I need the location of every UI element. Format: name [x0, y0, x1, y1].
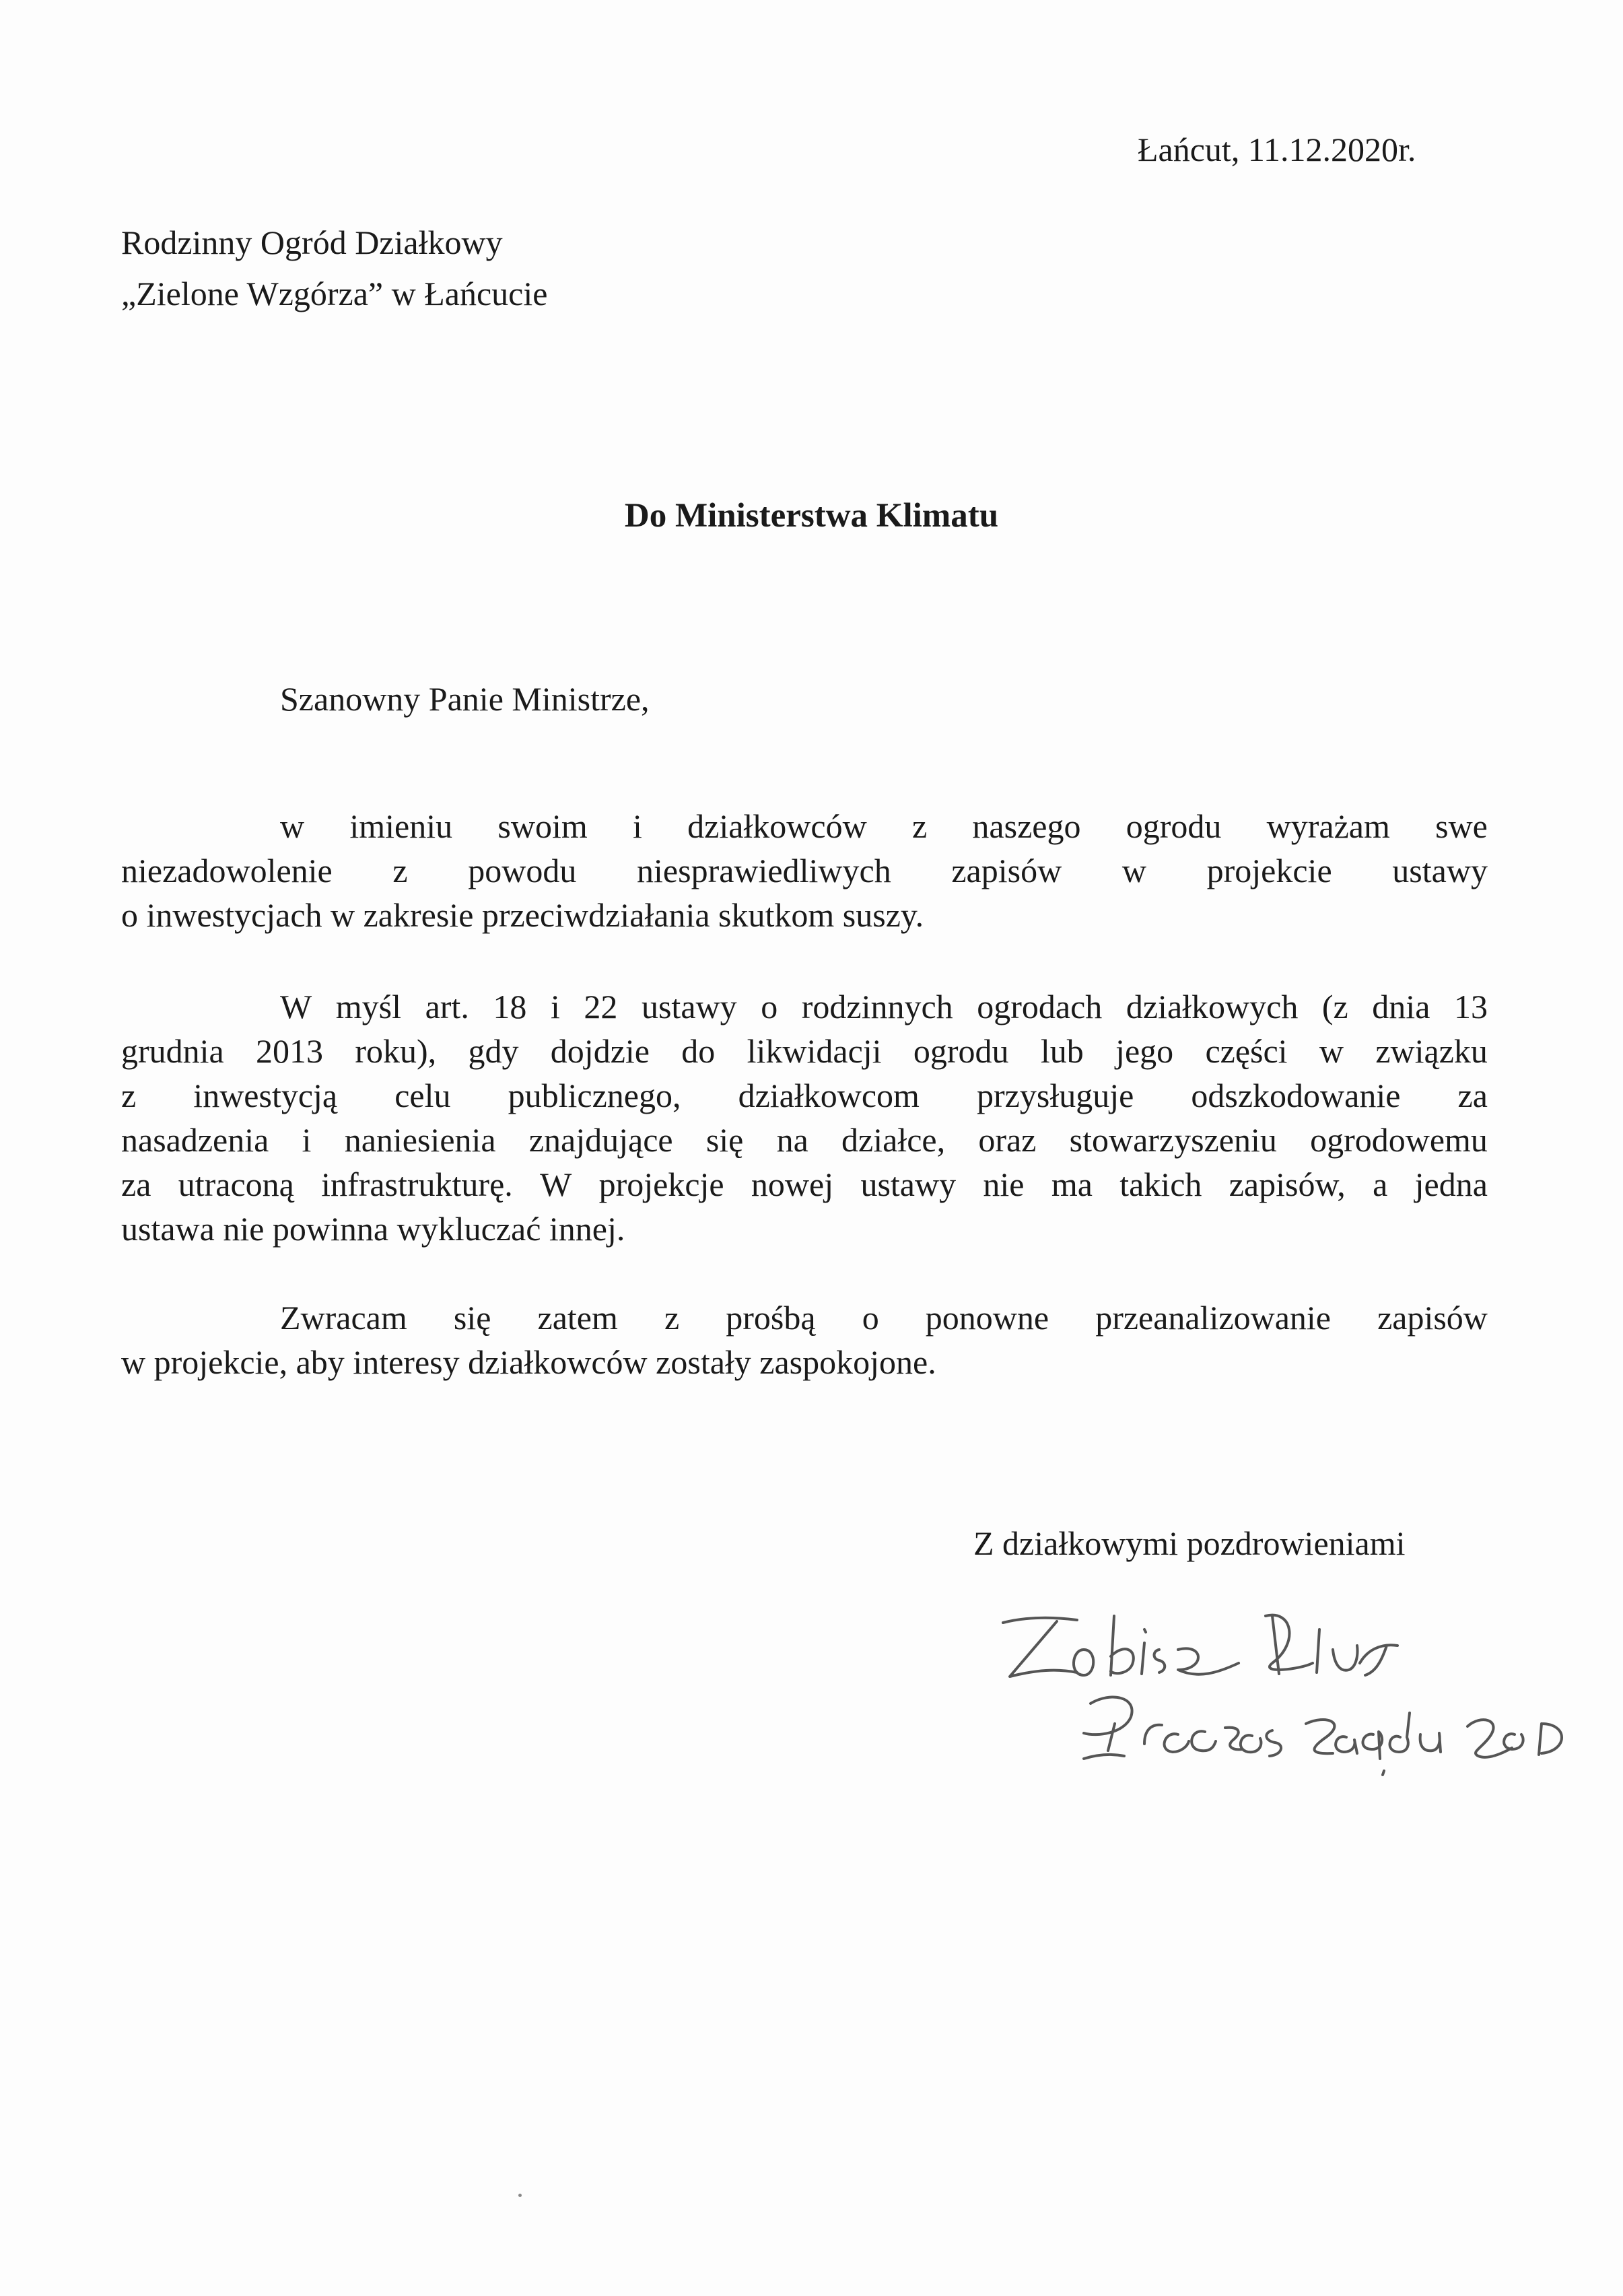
- sender-line: Rodzinny Ogród Działkowy: [121, 224, 503, 261]
- paragraph-3: [121, 1295, 1488, 1384]
- letter-date: Łańcut, 11.12.2020r.: [1138, 131, 1416, 168]
- paragraph-line: W myśl art. 18 i 22 ustawy o rodzinnych ogrodach działkowych (z dnia 13: [280, 988, 1488, 1025]
- paragraph-line: z inwestycją celu publicznego, działkowcom przysługuje odszkodowanie za: [121, 1077, 1488, 1114]
- paragraph-line: ustawa nie powinna wykluczać innej.: [121, 1210, 625, 1248]
- salutation: Szanowny Panie Ministrze,: [280, 680, 650, 718]
- closing: Z działkowymi pozdrowieniami: [973, 1524, 1406, 1562]
- sender-line: „Zielone Wzgórza” w Łańcucie: [121, 275, 548, 312]
- paragraph-line: za utraconą infrastrukturę. W projekcje nowej ustawy nie ma takich zapisów, a jedna: [121, 1166, 1488, 1203]
- paragraph-line: nasadzenia i naniesienia znajdujące się na działce, oraz stowarzyszeniu ogrodowemu: [121, 1121, 1488, 1159]
- paragraph-line: grudnia 2013 roku), gdy dojdzie do likwidacji ogrodu lub jego części w związku: [121, 1032, 1488, 1070]
- paragraph-line: Zwracam się zatem z prośbą o ponowne przeanalizowanie zapisów: [280, 1299, 1488, 1337]
- scan-speck: [518, 2194, 522, 2197]
- paragraph-line: o inwestycjach w zakresie przeciwdziałania skutkom suszy.: [121, 896, 924, 934]
- paragraph-line: niezadowolenie z powodu niesprawiedliwych zapisów w projekcie ustawy: [121, 852, 1488, 889]
- handwritten-signature: [983, 1602, 1602, 1804]
- recipient-heading: Do Ministerstwa Klimatu: [624, 497, 999, 535]
- sender-block: [121, 217, 547, 319]
- paragraph-1: [121, 804, 1488, 937]
- paragraph-2: [121, 984, 1488, 1251]
- paragraph-line: w projekcie, aby interesy działkowców zostały zaspokojone.: [121, 1343, 936, 1381]
- paragraph-line: w imieniu swoim i działkowców z naszego ogrodu wyrażam swe: [280, 807, 1488, 845]
